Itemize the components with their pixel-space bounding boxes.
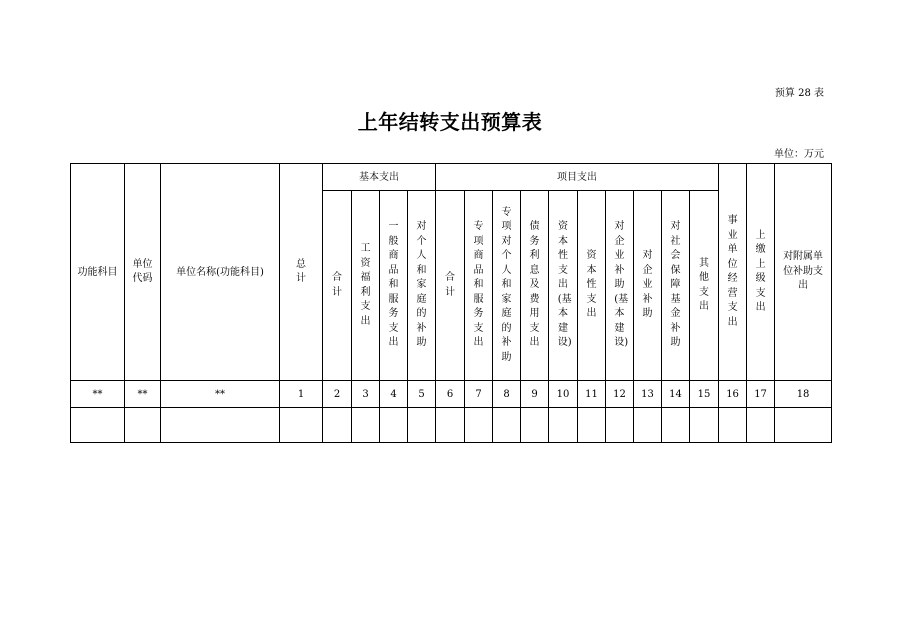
table-cell: 12: [606, 381, 634, 408]
table-cell: 5: [408, 381, 436, 408]
table-cell: 7: [465, 381, 493, 408]
table-cell: 10: [549, 381, 578, 408]
empty-data-row: [71, 408, 832, 443]
table-cell: 17: [747, 381, 775, 408]
header-unit-code: 单位代码: [125, 164, 161, 381]
table-cell: 15: [690, 381, 719, 408]
header-basic-salary: 工资福利支出: [352, 191, 380, 381]
table-cell: [161, 408, 280, 443]
table-cell: [125, 408, 161, 443]
budget-table: [70, 163, 832, 443]
table-cell: 11: [578, 381, 606, 408]
table-cell: [690, 408, 719, 443]
table-cell: 18: [775, 381, 832, 408]
table-cell: 2: [323, 381, 352, 408]
table-cell: [493, 408, 521, 443]
header-upper: 上缴上级支出: [747, 164, 775, 381]
header-project-capital-construction: 资本性支出(基本建设): [549, 191, 578, 381]
header-project-enterprise-construction: 对企业补助(基本建设): [606, 191, 634, 381]
form-number: 预算 28 表: [774, 88, 824, 99]
table-cell: 16: [719, 381, 747, 408]
table-cell: [634, 408, 662, 443]
table-cell: [549, 408, 578, 443]
table-cell: 9: [521, 381, 549, 408]
header-project-goods: 专项商品和服务支出: [465, 191, 493, 381]
header-func-subject: 功能科目: [71, 164, 125, 381]
header-project: 项目支出: [436, 164, 719, 191]
header-project-household: 专项对个人和家庭的补助: [493, 191, 521, 381]
table-cell: **: [71, 381, 125, 408]
header-total: 总计: [280, 164, 323, 381]
table-cell: 4: [380, 381, 408, 408]
header-project-debt: 债务利息及费用支出: [521, 191, 549, 381]
table-cell: [280, 408, 323, 443]
table-cell: [578, 408, 606, 443]
header-project-capital: 资本性支出: [578, 191, 606, 381]
table-cell: [380, 408, 408, 443]
table-cell: [747, 408, 775, 443]
unit-label: 单位：万元: [774, 149, 824, 160]
table-cell: **: [125, 381, 161, 408]
header-basic: 基本支出: [323, 164, 436, 191]
column-number-row: [71, 381, 832, 408]
table-cell: [436, 408, 465, 443]
header-basic-total: 合计: [323, 191, 352, 381]
table-cell: 13: [634, 381, 662, 408]
header-project-other: 其他支出: [690, 191, 719, 381]
header-project-total: 合计: [436, 191, 465, 381]
header-basic-household: 对个人和家庭的补助: [408, 191, 436, 381]
table-cell: 8: [493, 381, 521, 408]
header-affiliate: 对附属单位补助支出: [775, 164, 832, 381]
table-cell: [662, 408, 690, 443]
table-cell: 6: [436, 381, 465, 408]
header-project-enterprise: 对企业补助: [634, 191, 662, 381]
table-cell: [352, 408, 380, 443]
table-cell: [719, 408, 747, 443]
table-cell: [606, 408, 634, 443]
header-business: 事业单位经营支出: [719, 164, 747, 381]
table-cell: 14: [662, 381, 690, 408]
table-cell: 3: [352, 381, 380, 408]
header-basic-goods: 一般商品和服务支出: [380, 191, 408, 381]
table-cell: [71, 408, 125, 443]
table-cell: [408, 408, 436, 443]
header-unit-name: 单位名称(功能科目): [161, 164, 280, 381]
table-cell: **: [161, 381, 280, 408]
table-cell: 1: [280, 381, 323, 408]
header-project-social-security: 对社会保障基金补助: [662, 191, 690, 381]
table-cell: [465, 408, 493, 443]
table-cell: [521, 408, 549, 443]
page-title: 上年结转支出预算表: [357, 110, 543, 134]
table-cell: [775, 408, 832, 443]
table-cell: [323, 408, 352, 443]
